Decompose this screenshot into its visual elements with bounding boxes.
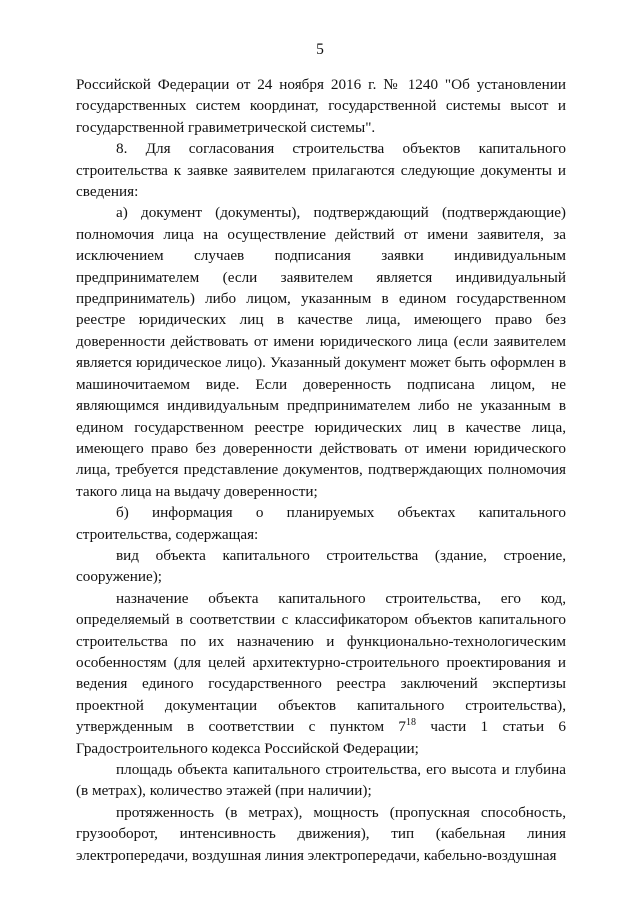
paragraph-object-purpose [76,588,566,759]
paragraph-subitem-b: б) информация о планируемых объектах капитального строительства, содержащая: [76,504,566,543]
paragraph-item-8: 8. Для согласования строительства объектов капитального строительства к заявке заявителем прилагаются следующие документы и сведения: [76,140,566,201]
paragraph-object-length: протяженность (в метрах), мощность (пропускная способность, грузооборот, интенсивность движения), тип (кабельная линия электропередачи, воздушная линия электропередачи, кабельно-воздушная [76,803,566,864]
purpose-text-end: части 1 статьи 6 Градостроительного кодекса Российской Федерации; [76,718,566,757]
paragraph-subitem-a: а) документ (документы), подтверждающий (подтверждающие) полномочия лица на осуществление действий от имени заявителя, за исключением случаев подписания заявки индивидуальным предпринимателем (если заявителем является индивидуальный предприниматель) либо лицом, указанным в едином государственном реестре юридических лиц в качестве лица, имеющего право без доверенности действовать от имени юридического лица (если заявителем является юридическое лицо). Указанный документ может быть оформлен в машиночитаемом виде. Если доверенность подписана лицом, не являющимся индивидуальным предпринимателем либо не указанным в едином государственном реестре юридических лиц в качестве лица, имеющего право без доверенности действовать от имени юридического лица, требуется представление документов, подтверждающих полномочия такого лица на выдачу доверенности; [76,204,566,500]
paragraph-object-type: вид объекта капитального строительства (здание, строение, сооружение); [76,546,566,586]
paragraph-object-area: площадь объекта капитального строительства, его высота и глубина (в метрах), количество этажей (при наличии); [76,761,566,800]
purpose-text-start: назначение объекта капитального строительства, его код, определяемый в соответствии с классификатором объектов капитального строительства по их назначению и функционально-технологическим особенностям (для целей архитектурно-строительного проектирования и ведения единого государственного реестра заключений экспертизы проектной документации объектов капитального строительства), утвержденным в соответствии с пунктом 7 [76,589,566,736]
purpose-superscript: 18 [406,717,417,729]
paragraph-continuation: Российской Федерации от 24 ноября 2016 г. № 1240 "Об установлении государственных систем координат, государственной системы высот и государственной гравиметрической системы". [76,76,566,136]
document-body [76,74,566,866]
page-number: 5 [316,41,324,58]
